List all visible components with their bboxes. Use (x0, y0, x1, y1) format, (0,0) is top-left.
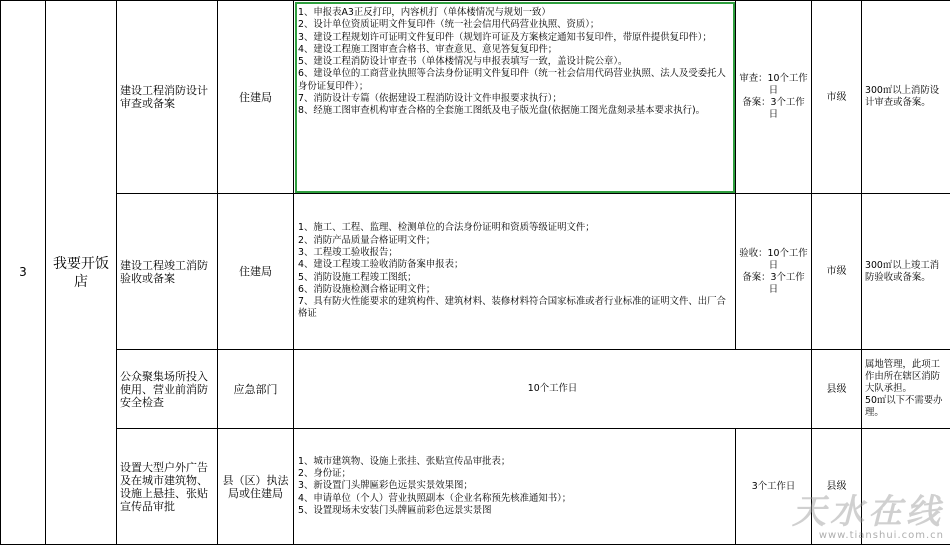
row-number[interactable]: 3 (1, 1, 46, 545)
note-cell[interactable] (862, 429, 950, 545)
watermark-url: www.tianshui.com.cn (818, 530, 944, 541)
time-text: 10个工作日 (527, 382, 578, 394)
level-cell[interactable]: 县级 (812, 429, 862, 545)
table-row (1, 194, 950, 350)
note-cell[interactable]: 300㎡以上消防设计审查或备案。 (862, 1, 950, 194)
category-cell[interactable]: 我要开饭店 (46, 1, 117, 545)
table-row (1, 1, 950, 194)
item-cell[interactable]: 建设工程消防设计审查或备案 (117, 1, 218, 194)
time-cell[interactable]: 审查：10个工作日 备案：3个工作日 (736, 1, 812, 194)
time-cell[interactable]: 3个工作日 (736, 429, 812, 545)
dept-cell[interactable]: 县（区）执法局或住建局 (218, 429, 294, 545)
dept-cell[interactable]: 应急部门 (218, 350, 294, 429)
item-cell[interactable]: 设置大型户外广告及在城市建筑物、设施上悬挂、张贴宣传品审批 (117, 429, 218, 545)
level-cell[interactable]: 县级 (812, 350, 862, 429)
dept-cell[interactable]: 住建局 (218, 194, 294, 350)
dept-cell[interactable]: 住建局 (218, 1, 294, 194)
level-cell[interactable]: 市级 (812, 1, 862, 194)
level-cell[interactable]: 市级 (812, 194, 862, 350)
item-cell[interactable]: 公众聚集场所投入使用、营业前消防安全检查 (117, 350, 218, 429)
time-cell[interactable]: 验收：10个工作日 备案：3个工作日 (736, 194, 812, 350)
materials-cell-selected[interactable]: 1、申报表A3正反打印，内容机打（单体楼情况与规划一致） 2、设计单位资质证明文件复印件（统一社会信用代码营业执照、资质）； 3、建设工程规划许可证明文件复印件（规划许可证及方案核定通知书复印件，带原件提供复印件）； 4、建设工程施工图审查合格书、审查意见、意见答复复印件； 5、建设工程消防设计审查书（单体楼情况与申报表填写一致，盖设计院公章）。 6、建设单位的工商营业执照等合法身份证明文件复印件（统一社会信用代码营业执照、法人及受委托人身份证复印件）； 7、消防设计专篇（依据建设工程消防设计文件申报要求执行）； 8、经施工图审查机构审查合格的全套施工图纸及电子版光盘(依据施工图光盘刻录基本要求执行)。 (294, 1, 736, 194)
watermark-logo: 天水在线 (792, 492, 944, 532)
note-cell[interactable]: 300㎡以上竣工消防验收或备案。 (862, 194, 950, 350)
table-row (1, 429, 950, 545)
note-cell[interactable]: 属地管理，此项工作由所在辖区消防大队承担。 50㎡以下不需要办理。 (862, 350, 950, 429)
materials-cell[interactable]: 1、施工、工程、监理、检测单位的合法身份证明和资质等级证明文件； 2、消防产品质量合格证明文件； 3、工程竣工验收报告； 4、建设工程竣工验收消防备案申报表； 5、消防设施工程竣工图纸； 6、消防设施检测合格证明文件； 7、具有防火性能要求的建筑构件、建筑材料、装修材料符合国家标准或者行业标准的证明文件、出厂合格证 (294, 194, 736, 350)
materials-cell[interactable]: 1、城市建筑物、设施上张挂、张贴宣传品审批表； 2、身份证； 3、新设置门头牌匾彩色远景实景效果图； 4、申请单位（个人）营业执照副本（企业名称预先核准通知书）； 5、设置现场未安装门头牌匾前彩色远景实景图 (294, 429, 736, 545)
time-cell-merged[interactable] (294, 350, 812, 429)
item-cell[interactable]: 建设工程竣工消防验收或备案 (117, 194, 218, 350)
table-row (1, 350, 950, 429)
